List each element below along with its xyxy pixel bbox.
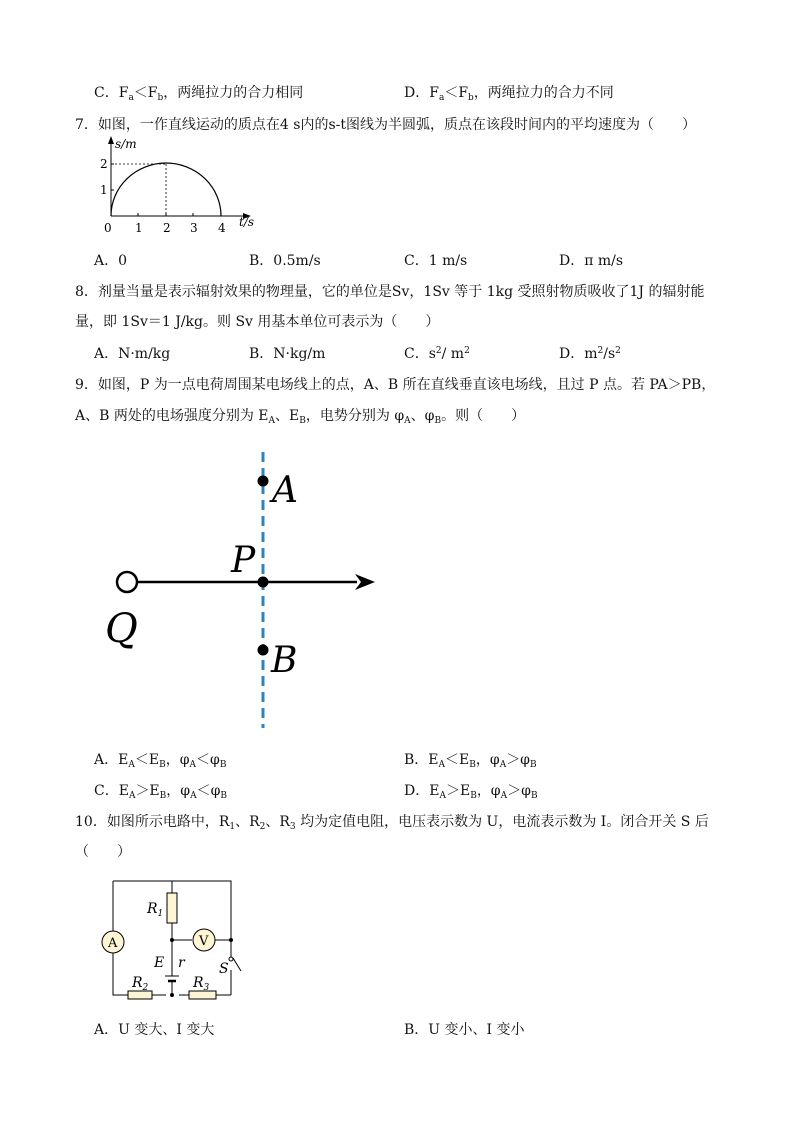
q8-stem-line1: 8．剂量当量是表示辐射效果的物理量，它的单位是Sv，1Sv 等于 1kg 受照射物质吸收了1J 的辐射能 (75, 284, 705, 300)
q6-option-c: C．$F_a<F_b$，两绳拉力的合力相同 (94, 85, 304, 103)
q7-xtick-1: 1 (135, 221, 143, 235)
q10-option-b: B．U 变小、I 变小 (404, 1022, 525, 1038)
q10-stem-line1: 10．如图所示电路中，$R_1$、$R_2$、$R_3$ 均为定值电阻，电压表示数为 U，电流表示数为 I。闭合开关 S 后 (75, 814, 709, 832)
q7-x-label: t/s (239, 215, 255, 229)
q7-ytick-2: 2 (100, 157, 108, 171)
q9-option-b: B．$E_A<E_B$，$\varphi_A>\varphi_B$ (404, 752, 537, 770)
q7-option-a: A．0 (94, 253, 128, 269)
q7-y-label: s/m (115, 137, 137, 151)
q10-label-e: E (154, 955, 165, 971)
q10-stem-line2: （ ） (75, 844, 131, 860)
q10-resistor-r3 (189, 991, 216, 999)
q7-st-graph (95, 136, 260, 238)
q7-xtick-2: 2 (163, 221, 171, 235)
q8-stem-line2: 量，即 1Sv＝1 J/kg。则 Sv 用基本单位可表示为（ ） (75, 314, 440, 330)
q10-label-s: S (219, 961, 229, 977)
q10-label-v: V (199, 934, 209, 949)
q7-stem: 7．如图，一作直线运动的质点在4 s内的s-t图线为半圆弧，质点在该段时间内的平均速度为（ ） (75, 117, 696, 133)
q8-option-b: B．N·kg/m (249, 346, 326, 362)
q10-option-a: A．U 变大、I 变大 (94, 1022, 215, 1038)
q9-option-d: D．$E_A>E_B$，$\varphi_A>\varphi_B$ (404, 783, 538, 801)
q9-field-arrow (355, 574, 375, 590)
q10-switch (233, 958, 241, 971)
q10-circuit-figure (95, 873, 245, 1003)
q8-option-c: C．$s^2/$ $m^2$ (404, 346, 470, 362)
q8-option-a: A．N·m/kg (94, 346, 171, 362)
q9-option-a: A．$E_A<E_B$，$\varphi_A<\varphi_B$ (94, 752, 227, 770)
q7-option-d: D．π m/s (559, 253, 624, 269)
q9-stem-line1: 9．如图，P 为一点电荷周围某电场线上的点，A、B 所在直线垂直该电场线，且过 P 点。若 PA＞PB， (75, 377, 716, 393)
q10-label-a: A (108, 936, 118, 951)
q7-origin: 0 (104, 221, 112, 235)
q9-label-b: B (271, 640, 298, 681)
q10-label-r1: $R_1$ (147, 901, 164, 919)
q10-label-r3: $R_3$ (193, 975, 210, 993)
q6-option-d: D．$F_a<F_b$，两绳拉力的合力不同 (404, 85, 614, 103)
q9-point-p (258, 577, 269, 588)
q10-label-r2: $R_2$ (132, 975, 149, 993)
q9-label-a: A (272, 470, 298, 511)
q9-label-p: P (231, 540, 256, 581)
q9-option-c: C．$E_A>E_B$，$\varphi_A<\varphi_B$ (94, 783, 228, 801)
q7-xtick-3: 3 (190, 221, 198, 235)
q9-field-figure (95, 448, 385, 733)
q9-charge-q (117, 572, 137, 592)
q7-ytick-1: 1 (100, 183, 108, 197)
q9-stem-line2: A、B 两处的电场强度分别为 $E_A$、$E_B$，电势分别为 $\varphi_A$、$\varphi_B$。则（ ） (75, 408, 526, 426)
q9-point-a (258, 476, 269, 487)
q7-option-b: B．0.5m/s (249, 253, 321, 269)
q7-xtick-4: 4 (218, 221, 226, 235)
q10-resistor-r2 (128, 991, 152, 999)
q10-label-r: r (178, 955, 185, 971)
q8-option-d: D．$m^2/s^2$ (559, 346, 621, 362)
q9-point-b (258, 645, 269, 656)
q7-option-c: C．1 m/s (404, 253, 468, 269)
q10-resistor-r1 (167, 893, 177, 923)
q9-label-q: Q (105, 606, 138, 652)
